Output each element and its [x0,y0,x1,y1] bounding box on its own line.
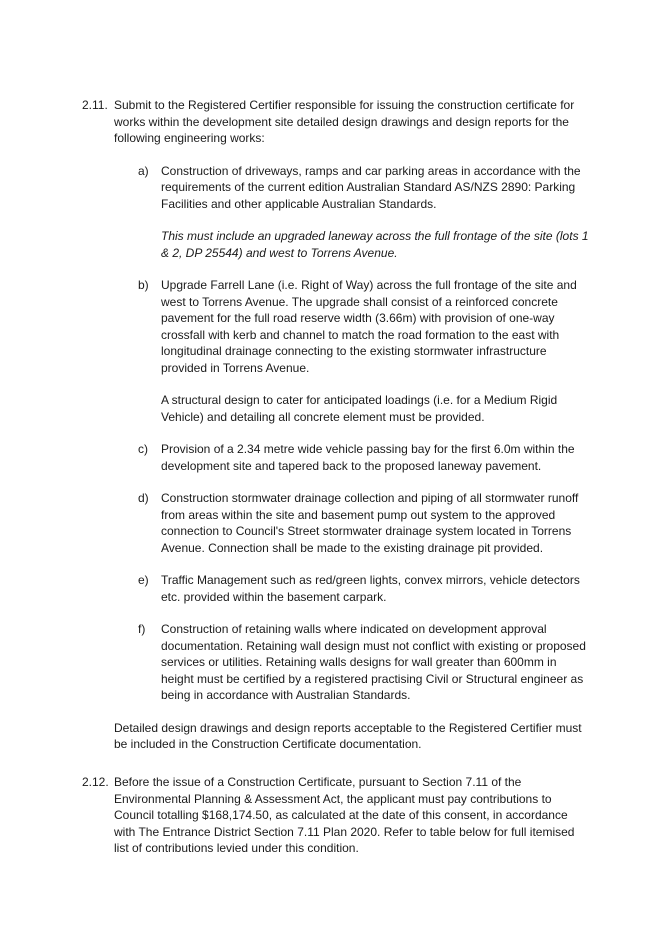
item-letter: d) [138,491,149,505]
clause-number: 2.11. [82,98,108,112]
item-letter: a) [138,163,149,178]
item-text: Upgrade Farrell Lane (i.e. Right of Way) across the full frontage of the site and west to Torrens Avenue. The upgrade shall consist of a reinforced concrete pavement for the full road reserve width (3.66m) with provision of one-way crossfall with kerb and channel to match the road formation to the east with longitudinal drainage connecting to the existing stormwater infrastructure provided in Torrens Avenue. [161,278,577,375]
list-item-d [138,490,592,556]
list-item-f [138,621,592,704]
item-letter: b) [138,278,149,292]
item-extra: A structural design to cater for anticipated loadings (i.e. for a Medium Rigid Vehicle) and detailing all concrete element must be provided. [161,393,558,424]
list-item-b [138,277,592,425]
clause-body [114,97,592,753]
item-text: Traffic Management such as red/green lights, convex mirrors, vehicle detectors etc. provided within the basement carpark. [161,573,580,604]
item-text: Construction stormwater drainage collection and piping of all stormwater runoff from areas within the site and basement pump out system to the approved connection to Council's Street stormwater drainage system located in Torrens Avenue. Connection shall be made to the existing drainage pit provided. [161,491,579,555]
clause-intro: Submit to the Registered Certifier responsible for issuing the construction certificate for works within the development site detailed design drawings and design reports for the following engineering works: [114,98,575,145]
clause-2-11 [82,97,592,753]
item-text: Construction of retaining walls where indicated on development approval documentation. Retaining wall design must not conflict with existing or proposed services or utilities. Retaining walls designs for wall greater than 600mm in height must be certified by a registered practising Civil or Structural engineer as being in accordance with Australian Standards. [161,622,586,702]
clause-text: Before the issue of a Construction Certificate, pursuant to Section 7.11 of the Environmental Planning & Assessment Act, the applicant must pay contributions to Council totalling $168,174.50, as calculated at the date of this consent, in accordance with The Entrance District Section 7.11 Plan 2020. Refer to table below for full itemised list of contributions levied under this condition. [114,775,575,855]
clause-number: 2.12. [82,775,109,789]
list-item-e [138,572,592,605]
list-item-a [138,163,592,262]
item-letter: c) [138,442,148,456]
item-letter: f) [138,622,146,636]
item-letter: e) [138,573,149,587]
item-text: Provision of a 2.34 metre wide vehicle passing bay for the first 6.0m within the development site and tapered back to the proposed laneway pavement. [161,442,575,473]
clause-2-12 [82,774,592,857]
list-item-c [138,441,592,474]
item-text: Construction of driveways, ramps and car parking areas in accordance with the requirements of the current edition Australian Standard AS/NZS 2890: Parking Facilities and other applicable Australian Standards. [161,163,581,211]
clause-closing: Detailed design drawings and design reports acceptable to the Registered Certifier must be included in the Construction Certificate documentation. [114,720,582,751]
item-note: This must include an upgraded laneway across the full frontage of the site (lots 1 & 2, DP 25544) and west to Torrens Avenue. [161,229,589,260]
clause-body [114,774,592,857]
